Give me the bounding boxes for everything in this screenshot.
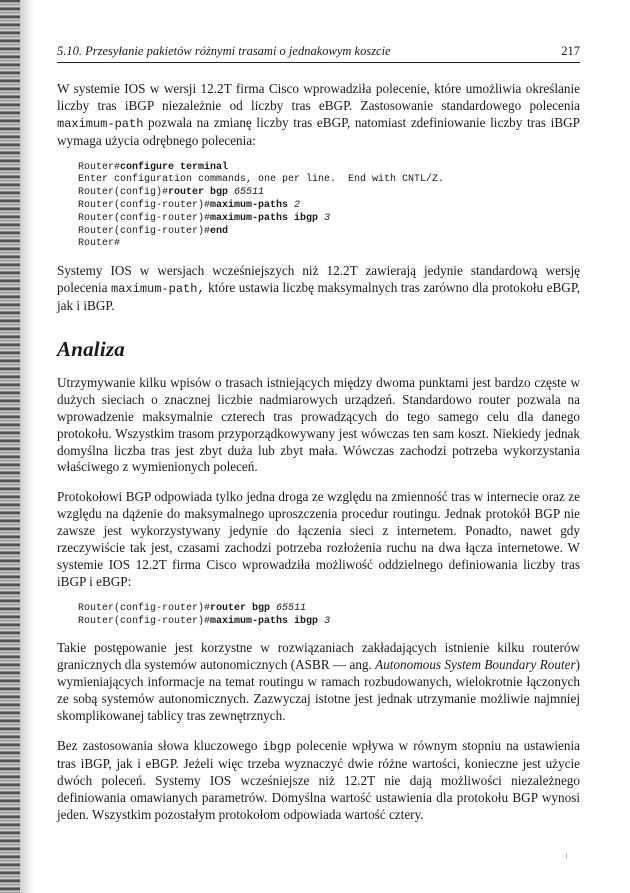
paragraph-older-ios: Systemy IOS w wersjach wcześniejszych niż 12.2T zawierają jedynie standardową wersję polecenia maximum-path, które ustawia liczbę maksymalnych tras zarówno dla protokołu eBGP, jak i iBGP. [57, 263, 580, 314]
code-line: Enter configuration commands, one per line. End with CNTL/Z. [78, 174, 445, 186]
code-line: Router(config-router)#maximum-paths ibgp 3 [78, 615, 331, 627]
code-line: Router(config)#router bgp 65511 [78, 187, 265, 199]
binding-shadow [20, 0, 34, 893]
page-number: 217 [561, 44, 580, 58]
inline-code: maximum-path [57, 116, 144, 131]
code-line: Router# [78, 238, 121, 250]
paragraph-analysis-2: Protokołowi BGP odpowiada tylko jedna droga ze względu na zmienność tras w internecie oraz ze względu na dążenie do maksymalnego uproszczenia procedur routingu. Jednak protokół BGP nie zawsze jest wykorzystywany jedynie do łączenia sieci z internetem. Ponadto, nawet gdy rzeczywiście tak jest, czasami zachodzi potrzeba rozłożenia ruchu na dwa łącza internetowe. W systemie IOS 12.2T firma Cisco wprowadziła możliwość oddzielnego definiowania liczby tras iBGP i eBGP: [57, 489, 580, 589]
book-binding-edge [0, 0, 20, 893]
scan-artifact [566, 853, 567, 859]
code-line: Router#configure terminal [78, 161, 229, 173]
code-listing-2 [78, 603, 580, 629]
code-listing-1 [78, 162, 580, 252]
code-line: Router(config-router)#end [78, 225, 229, 237]
paragraph-ibgp-keyword: Bez zastosowania słowa kluczowego ibgp polecenie wpływa w równym stopniu na ustawienia tras iBGP, jak i eBGP. Jeżeli więc trzeba wyznaczyć dwie różne wartości, konieczne jest użycie dwóch poleceń. Systemy IOS wcześniejsze niż 12.2T nie dają możliwości niezależnego definiowania omawianych parametrów. Domyślna wartość ustawienia dla protokołu BGP wynosi jeden. Wszystkim pozostałym protokołom odpowiada wartość cztery. [57, 737, 580, 822]
code-line: Router(config-router)#router bgp 65511 [78, 602, 307, 614]
paragraph-asbr: Takie postępowanie jest korzystne w rozwiązaniach zakładających istnienie kilku routerów granicznych dla systemów autonomicznych (ASBR — ang. Autonomous System Boundary Router) wymieniających informacje na temat routingu w ramach rozbudowanych, wielokrotnie łączonych ze sobą systemów autonomicznych. Zazwyczaj istotne jest jednak utrzymanie możliwie najmniej skomplikowanej tablicy tras zewnętrznych. [57, 640, 580, 724]
inline-code: ibgp [262, 739, 292, 754]
book-page [57, 44, 580, 823]
inline-code: maximum-path, [111, 282, 205, 297]
emphasis-term: Autonomous System Boundary Router [375, 657, 576, 673]
section-heading: Analiza [57, 336, 125, 361]
paragraph-analysis-1: Utrzymywanie kilku wpisów o trasach istniejących między dwoma punktami jest bardzo częste w dużych sieciach o znacznej liczbie nadmiarowych urządzeń. Standardowo router pozwala na wprowadzenie maksymalnie czterech tras prowadzących do tego samego celu dla danego protokołu. Wszystkim trasom przyporządkowywany jest wówczas ten sam koszt. Niekiedy jednak domyślna liczba tras jest zbyt duża lub zbyt mała. Wówczas zachodzi potrzeba wykorzystania właściwego z wymienionych poleceń. [57, 374, 580, 475]
code-line: Router(config-router)#maximum-paths ibgp 3 [78, 212, 331, 224]
code-line: Router(config-router)#maximum-paths 2 [78, 200, 301, 212]
running-header [57, 44, 580, 63]
section-title: 5.10. Przesyłanie pakietów różnymi trasami o jednakowym koszcie [57, 44, 391, 58]
paragraph-intro: W systemie IOS w wersji 12.2T firma Cisco wprowadziła polecenie, które umożliwia określanie liczby tras iBGP niezależnie od liczby tras eBGP. Zastosowanie standardowego polecenia maximum-path pozwala na zmianę liczby tras eBGP, natomiast zdefiniowanie liczby tras iBGP wymaga użycia odrębnego polecenia: [57, 81, 580, 148]
